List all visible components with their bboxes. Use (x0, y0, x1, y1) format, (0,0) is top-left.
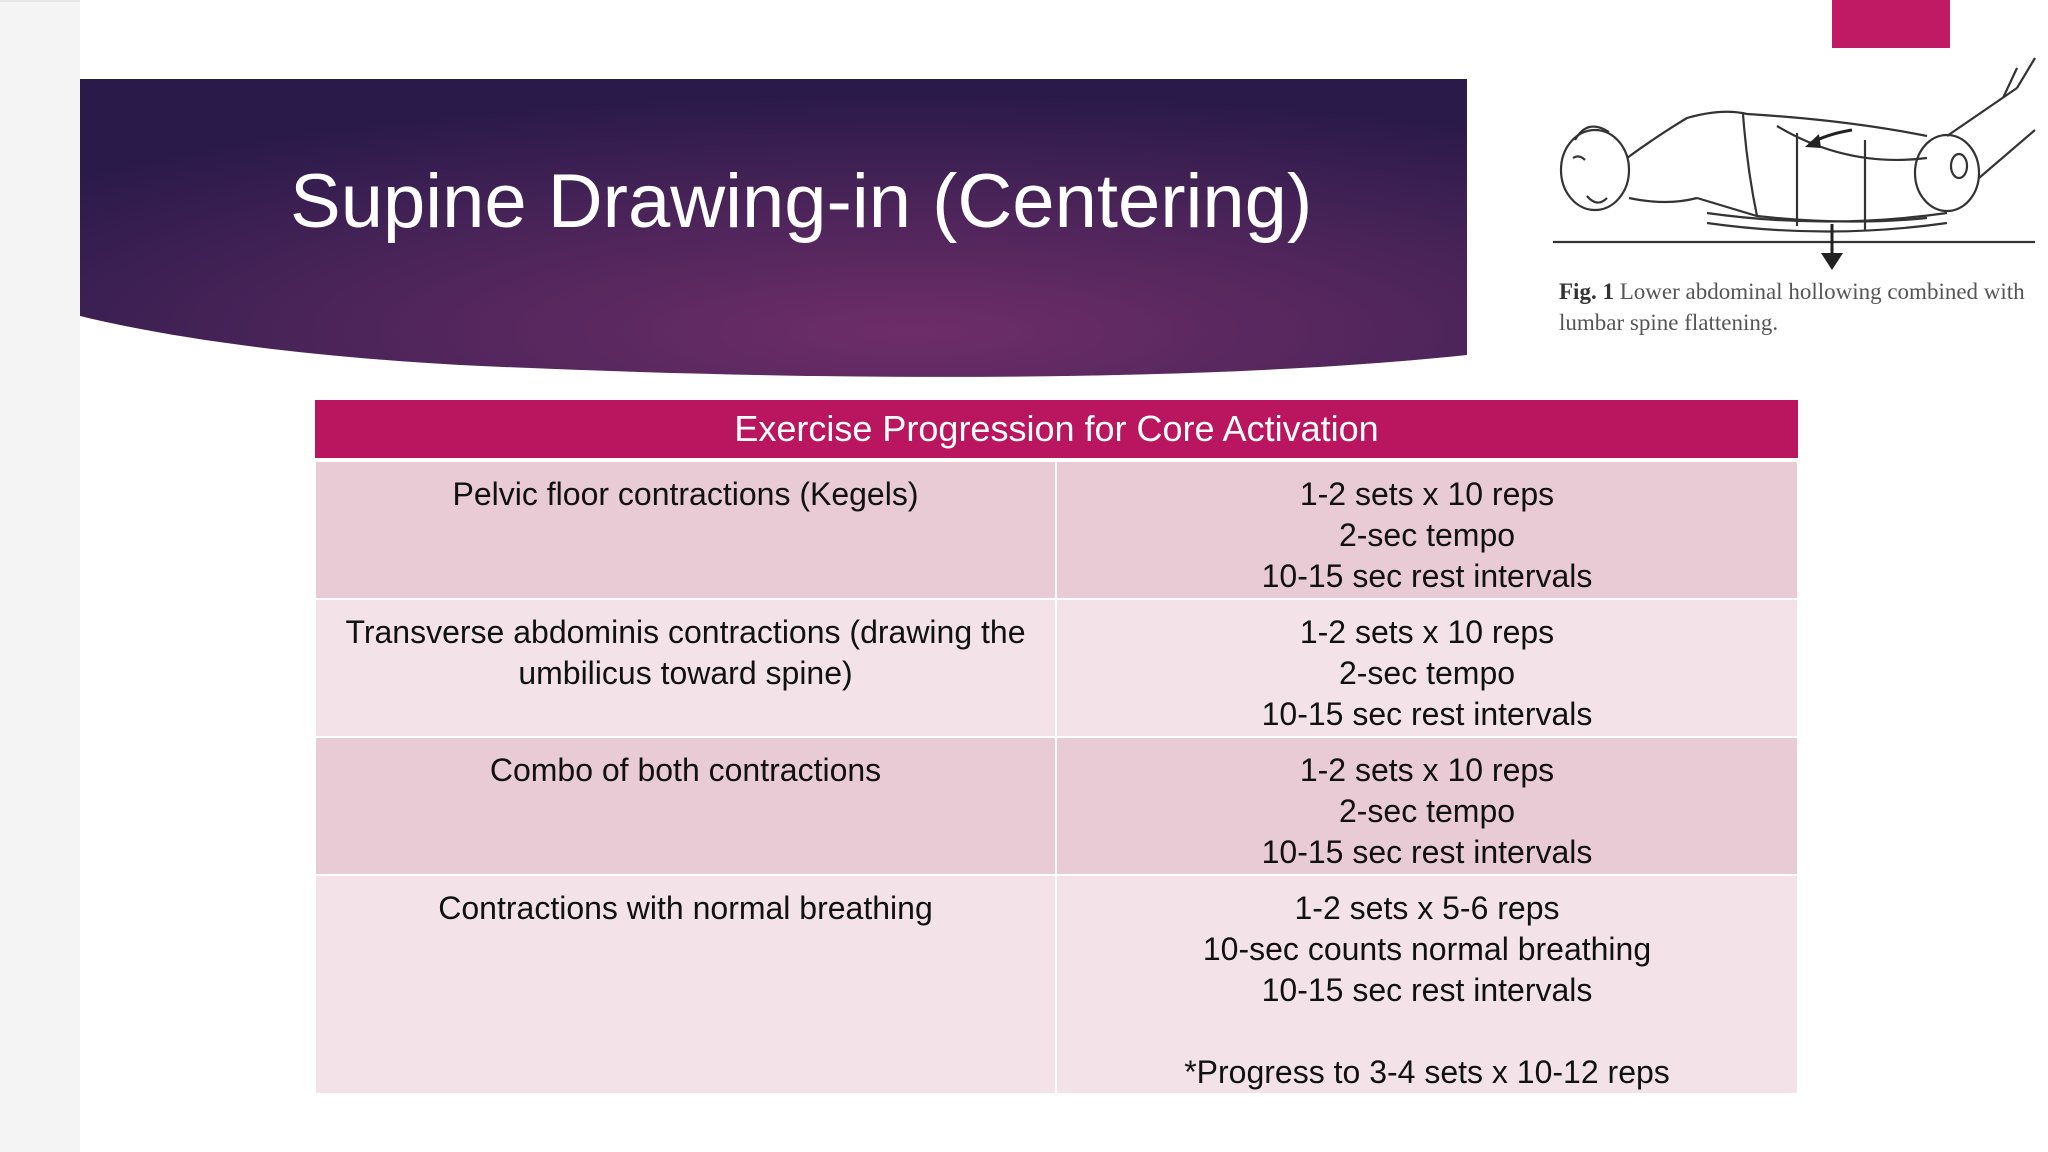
dosage-line: 2-sec tempo (1338, 793, 1516, 829)
figure-caption-text: Lower abdominal hollowing combined with lumbar spine flattening. (1559, 279, 2025, 335)
table-row (315, 875, 1798, 1094)
accent-tab (1832, 0, 1950, 52)
dosage-line: 1-2 sets x 5-6 reps (1294, 890, 1560, 926)
table-header-row (315, 400, 1798, 460)
slide-title: Supine Drawing-in (Centering) (290, 159, 1313, 244)
dosage-line: 2-sec tempo (1338, 655, 1516, 691)
exercise-name: Transverse abdominis contractions (drawing the umbilicus toward spine) (345, 614, 1026, 691)
dosage-line: 10-15 sec rest intervals (1261, 972, 1593, 1008)
dosage-line: 1-2 sets x 10 reps (1299, 752, 1555, 788)
figure-caption (1559, 276, 2029, 338)
dosage-cell (1056, 599, 1798, 737)
dosage-cell (1056, 460, 1798, 599)
dosage-line: 10-15 sec rest intervals (1261, 558, 1593, 594)
exercise-cell (315, 599, 1056, 737)
table-row (315, 460, 1798, 599)
exercise-name: Combo of both contractions (489, 752, 882, 788)
table-header: Exercise Progression for Core Activation (315, 400, 1798, 460)
dosage-cell (1056, 737, 1798, 875)
dosage-line: 1-2 sets x 10 reps (1299, 476, 1555, 512)
progression-note: *Progress to 3-4 sets x 10-12 reps (1184, 1054, 1670, 1090)
dosage-line: 2-sec tempo (1338, 517, 1516, 553)
dosage-line: 10-sec counts normal breathing (1202, 931, 1652, 967)
dosage-cell (1056, 875, 1798, 1094)
dosage-line: 10-15 sec rest intervals (1261, 834, 1593, 870)
figure-illustration (1547, 48, 2042, 350)
exercise-cell (315, 737, 1056, 875)
dosage-line: 10-15 sec rest intervals (1261, 696, 1593, 732)
exercise-cell (315, 460, 1056, 599)
table-row (315, 737, 1798, 875)
exercise-progression-table (314, 400, 1799, 1095)
table-row (315, 599, 1798, 737)
spacer (1079, 1011, 1775, 1052)
exercise-name: Contractions with normal breathing (438, 890, 933, 926)
figure-caption-label: Fig. 1 (1559, 279, 1614, 304)
supine-drawing-in-illustration (1547, 48, 2042, 278)
exercise-cell (315, 875, 1056, 1094)
dosage-line: 1-2 sets x 10 reps (1299, 614, 1555, 650)
exercise-name: Pelvic floor contractions (Kegels) (452, 476, 919, 512)
